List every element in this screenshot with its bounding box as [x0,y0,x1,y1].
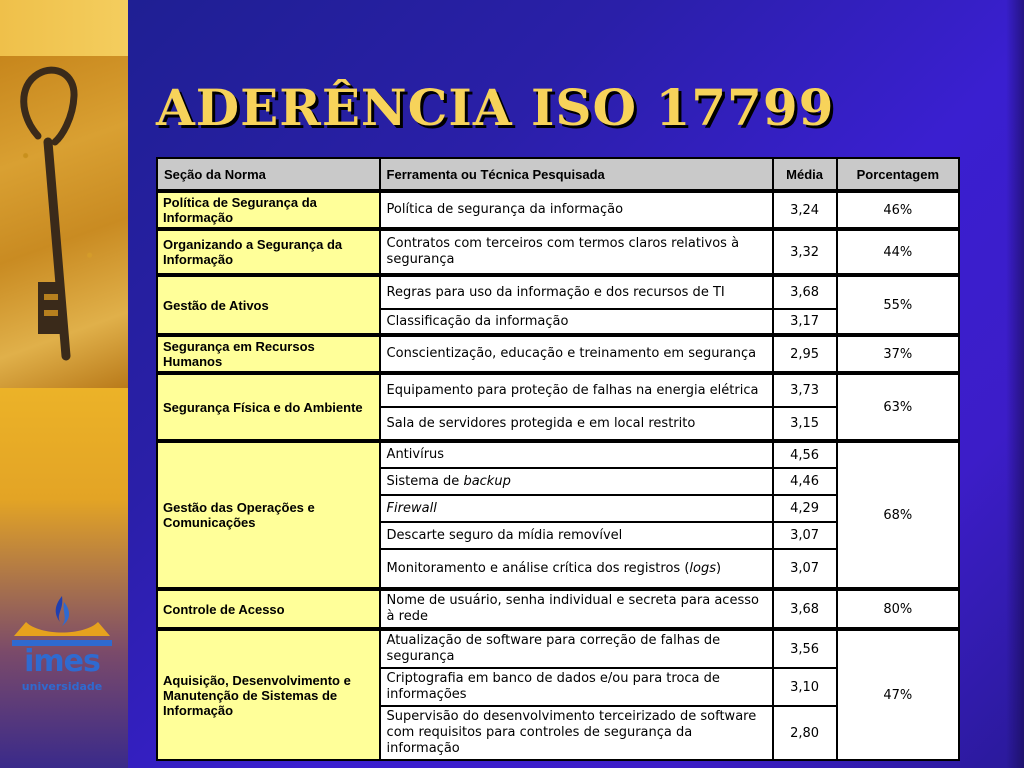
mean-cell: 2,95 [773,335,837,373]
header-mean: Média [773,158,837,191]
tool-cell: Conscientização, educação e treinamento em segurança [380,335,773,373]
mean-cell: 3,68 [773,275,837,309]
mean-cell: 3,73 [773,373,837,407]
key-image [0,56,128,388]
percent-cell: 37% [837,335,959,373]
percent-cell: 63% [837,373,959,441]
section-cell: Organizando a Segurança da Informação [157,229,380,275]
tool-emphasis: Firewall [386,500,437,516]
mean-cell: 3,07 [773,522,837,549]
tool-cell: Antivírus [380,441,773,468]
tool-text: Sistema de [386,473,464,489]
page-title: ADERÊNCIA ISO 17799 [156,78,835,137]
tool-cell: Equipamento para proteção de falhas na energia elétrica [380,373,773,407]
tool-cell: Descarte seguro da mídia removível [380,522,773,549]
mean-cell: 3,07 [773,549,837,589]
mean-cell: 4,56 [773,441,837,468]
section-cell: Política de Segurança da Informação [157,191,380,229]
tool-text-suffix: ) [716,560,722,576]
table-row [157,335,959,373]
table-row [157,275,959,309]
tool-cell [380,495,773,522]
tool-cell: Sala de servidores protegida e em local restrito [380,407,773,441]
table-row [157,629,959,668]
iso-adherence-table [156,157,960,761]
tool-cell: Supervisão do desenvolvimento terceirizado de software com requisitos para controles de segurança da informação [380,706,773,760]
mean-cell: 3,17 [773,309,837,335]
iso-table-container [156,157,960,761]
tool-cell: Classificação da informação [380,309,773,335]
percent-cell: 55% [837,275,959,335]
mean-cell: 4,46 [773,468,837,495]
section-cell: Controle de Acesso [157,589,380,629]
percent-cell: 68% [837,441,959,589]
tool-cell: Nome de usuário, senha individual e secreta para acesso à rede [380,589,773,629]
table-body [157,191,959,760]
mean-cell: 3,24 [773,191,837,229]
section-cell: Gestão de Ativos [157,275,380,335]
section-cell: Aquisição, Desenvolvimento e Manutenção de Sistemas de Informação [157,629,380,760]
percent-cell: 46% [837,191,959,229]
mean-cell: 2,80 [773,706,837,760]
percent-cell: 80% [837,589,959,629]
mean-cell: 3,32 [773,229,837,275]
section-cell: Gestão das Operações e Comunicações [157,441,380,589]
section-cell: Segurança Física e do Ambiente [157,373,380,441]
mean-cell: 3,56 [773,629,837,668]
table-row [157,191,959,229]
table-row [157,589,959,629]
right-shadow [1006,0,1024,768]
table-row [157,229,959,275]
table-row [157,441,959,468]
tool-cell: Criptografia em banco de dados e/ou para troca de informações [380,668,773,706]
tool-emphasis: backup [463,473,511,489]
tool-emphasis: logs [689,560,716,576]
mean-cell: 4,29 [773,495,837,522]
section-cell: Segurança em Recursos Humanos [157,335,380,373]
tool-cell: Contratos com terceiros com termos claros relativos à segurança [380,229,773,275]
logo-name: imes [24,644,100,679]
percent-cell: 47% [837,629,959,760]
mean-cell: 3,10 [773,668,837,706]
tool-cell [380,468,773,495]
tool-cell: Política de segurança da informação [380,191,773,229]
tool-cell: Regras para uso da informação e dos recursos de TI [380,275,773,309]
logo-subtitle: universidade [21,680,103,693]
mean-cell: 3,15 [773,407,837,441]
percent-cell: 44% [837,229,959,275]
top-strip [0,0,128,56]
tool-cell [380,549,773,589]
mean-cell: 3,68 [773,589,837,629]
table-header-row [157,158,959,191]
tool-cell: Atualização de software para correção de falhas de segurança [380,629,773,668]
header-percent: Porcentagem [837,158,959,191]
tool-text: Monitoramento e análise crítica dos registros ( [386,560,690,576]
imes-logo [10,592,114,702]
header-tool: Ferramenta ou Técnica Pesquisada [380,158,773,191]
table-row [157,373,959,407]
header-section: Seção da Norma [157,158,380,191]
